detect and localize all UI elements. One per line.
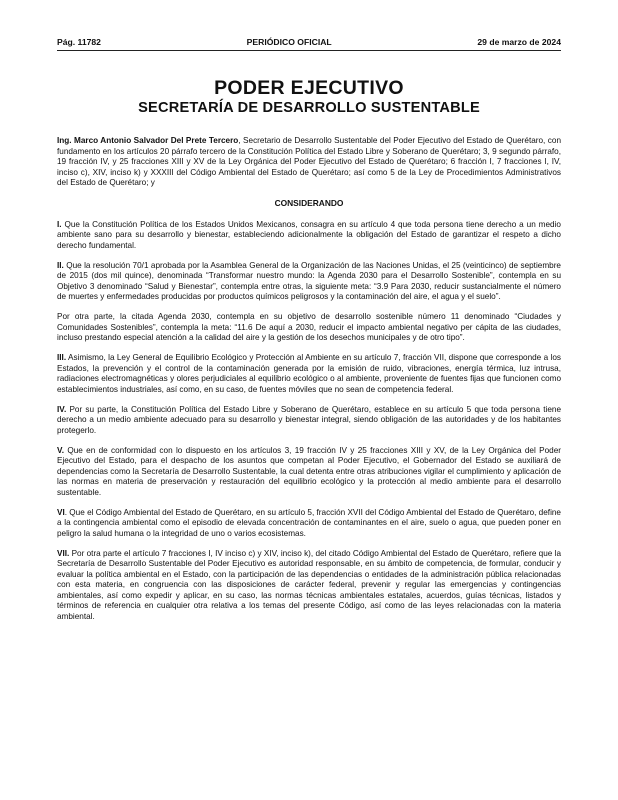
page-subtitle: SECRETARÍA DE DESARROLLO SUSTENTABLE [138, 100, 480, 116]
paragraph-text: Que en de conformidad con lo dispuesto en los artículos 3, 19 fracción IV y 25 fracciones XIII y XV, de la Ley Orgánica del Poder Ejecutivo del Estado, para el despacho de los asuntos que competan al Poder Ejecutivo, el Gobernador del Estado se auxiliará de dependencias como la Secretaría de Desarrollo Sustentable, la cual detenta entre otras atribuciones vigilar el cumplimiento y aplicación de las normas en materia de preservación y restauración del equilibrio ecológico y la protección al medio ambiente para el desarrollo sustentable. [57, 445, 561, 497]
section-heading: CONSIDERANDO [274, 198, 344, 208]
paragraph-text: Por otra parte el artículo 7 fracciones I, IV inciso c) y XIV, inciso k), del citado Código Ambiental del Estado de Querétaro, refiere que la Secretaría de Desarrollo Sustentable del Poder Ejecutivo es autoridad responsable, en su ámbito de competencia, de formular, conducir y evaluar la política ambiental en el Estado, con la participación de las dependencias o entidades de la administración pública relacionadas con esta materia, en congruencia con las disposiciones de carácter federal, prevenir y regular las emergencias y contingencias ambientales, así como expedir y aplicar, en su caso, las normas técnicas ambientales estatales, acuerdos, guías técnicas, listados y términos de referencia en cualquier otra relativa a los temas del presente Código, así como de las leyes relacionadas con la materia ambiental. [57, 548, 561, 621]
intro-paragraph [57, 136, 561, 189]
considerando-paragraph [57, 220, 561, 252]
considerando-paragraph [57, 446, 561, 499]
paragraph-number: VII. [57, 548, 70, 558]
paragraph-number: I. [57, 219, 62, 229]
intro-text: , Secretario de Desarrollo Sustentable del Poder Ejecutivo del Estado de Querétaro, con fundamento en los artículos 20 párrafo tercero de la Constitución Política del Estado Libre y Soberano de Querétaro; 3, 9 segundo párrafo, 19 fracción IV, y 25 fracciones XIII y XV de la Ley Orgánica del Poder Ejecutivo del Estado de Querétaro; 6 fracción I, 7 fracciones I, IV, inciso c), XIV, inciso k) y XXXIII del Código Ambiental del Estado de Querétaro; así como 5 de la Ley de Procedimientos Administrativos del Estado de Querétaro; y [57, 136, 561, 187]
running-header [57, 37, 561, 51]
paragraph-text: Por su parte, la Constitución Política del Estado Libre y Soberano de Querétaro, establece en su artículo 5 que toda persona tiene derecho a un medio ambiente adecuado para su desarrollo y bienestar integral, siendo obligación de las autoridades y de los habitantes protegerlo. [57, 404, 561, 435]
paragraph-number: V. [57, 445, 64, 455]
considerando-paragraph [57, 312, 561, 344]
paragraph-number: II. [57, 260, 64, 270]
title-block [57, 77, 561, 118]
paragraph-text: . Que el Código Ambiental del Estado de Querétaro, en su artículo 5, fracción XVII del Código Ambiental del Estado de Querétaro, define a la contingencia ambiental como el episodio de elevada concentración de contaminantes en el aire, suelo o agua, que pueden poner en peligro la salud humana o la integridad de uno o varios ecosistemas. [57, 507, 561, 538]
paragraph-text: Que la resolución 70/1 aprobada por la Asamblea General de la Organización de las Naciones Unidas, el 25 (veinticinco) de septiembre de 2015 (dos mil quince), denominada “Transformar nuestro mundo: la Agenda 2030 para el Desarrollo Sostenible”, contempla en su Objetivo 3 denominado “Salud y Bienestar”, contempla entre otras, la siguiente meta: “3.9 Para 2030, reducir sustancialmente el número de muertes y enfermedades producidas por productos químicos peligrosos y la contaminación del aire, el agua y el suelo”. [57, 260, 561, 301]
considerando-paragraph [57, 353, 561, 395]
considerando-paragraph [57, 405, 561, 437]
paragraph-text: Asimismo, la Ley General de Equilibrio Ecológico y Protección al Ambiente en su artículo 7, fracción VII, dispone que corresponde a los Estados, la prevención y el control de la contaminación generada por la emisión de ruido, vibraciones, energía térmica, luz intrusa, radiaciones electromagnéticas y olores perjudiciales al equilibrio ecológico o al ambiente, proveniente de fuentes fijas que funcionen como establecimientos industriales, así como, en su caso, de fuentes móviles que no sean de competencia federal. [57, 353, 561, 394]
page-title: PODER EJECUTIVO [214, 77, 404, 99]
considerando-paragraph [57, 549, 561, 623]
page-number: Pág. 11782 [57, 37, 101, 47]
paragraph-number: VI [57, 507, 65, 517]
signatory-name: Ing. Marco Antonio Salvador Del Prete Tercero [57, 136, 239, 145]
considerando-paragraph [57, 508, 561, 540]
publication-name: PERIÓDICO OFICIAL [246, 37, 332, 47]
paragraph-number: IV. [57, 404, 67, 414]
paragraph-text: Que la Constitución Política de los Estados Unidos Mexicanos, consagra en su artículo 4 que toda persona tiene derecho a un medio ambiente sano para su desarrollo y bienestar, estableciendo adicionalmente la obligación del Estado de garantizar el respeto a dicho derecho fundamental. [57, 219, 561, 250]
considerando-paragraph [57, 261, 561, 303]
paragraph-text: Por otra parte, la citada Agenda 2030, contempla en su objetivo de desarrollo sostenible número 11 denominado “Ciudades y Comunidades Sostenibles”, contempla la meta: “11.6 De aquí a 2030, reducir el impacto ambiental negativo per cápita de las ciudades, incluso prestando especial atención a la calidad del aire y la gestión de los desechos municipales y de otro tipo”. [57, 312, 561, 342]
paragraph-number: III. [57, 353, 67, 362]
document-body [57, 136, 561, 622]
publication-date: 29 de marzo de 2024 [477, 37, 561, 47]
